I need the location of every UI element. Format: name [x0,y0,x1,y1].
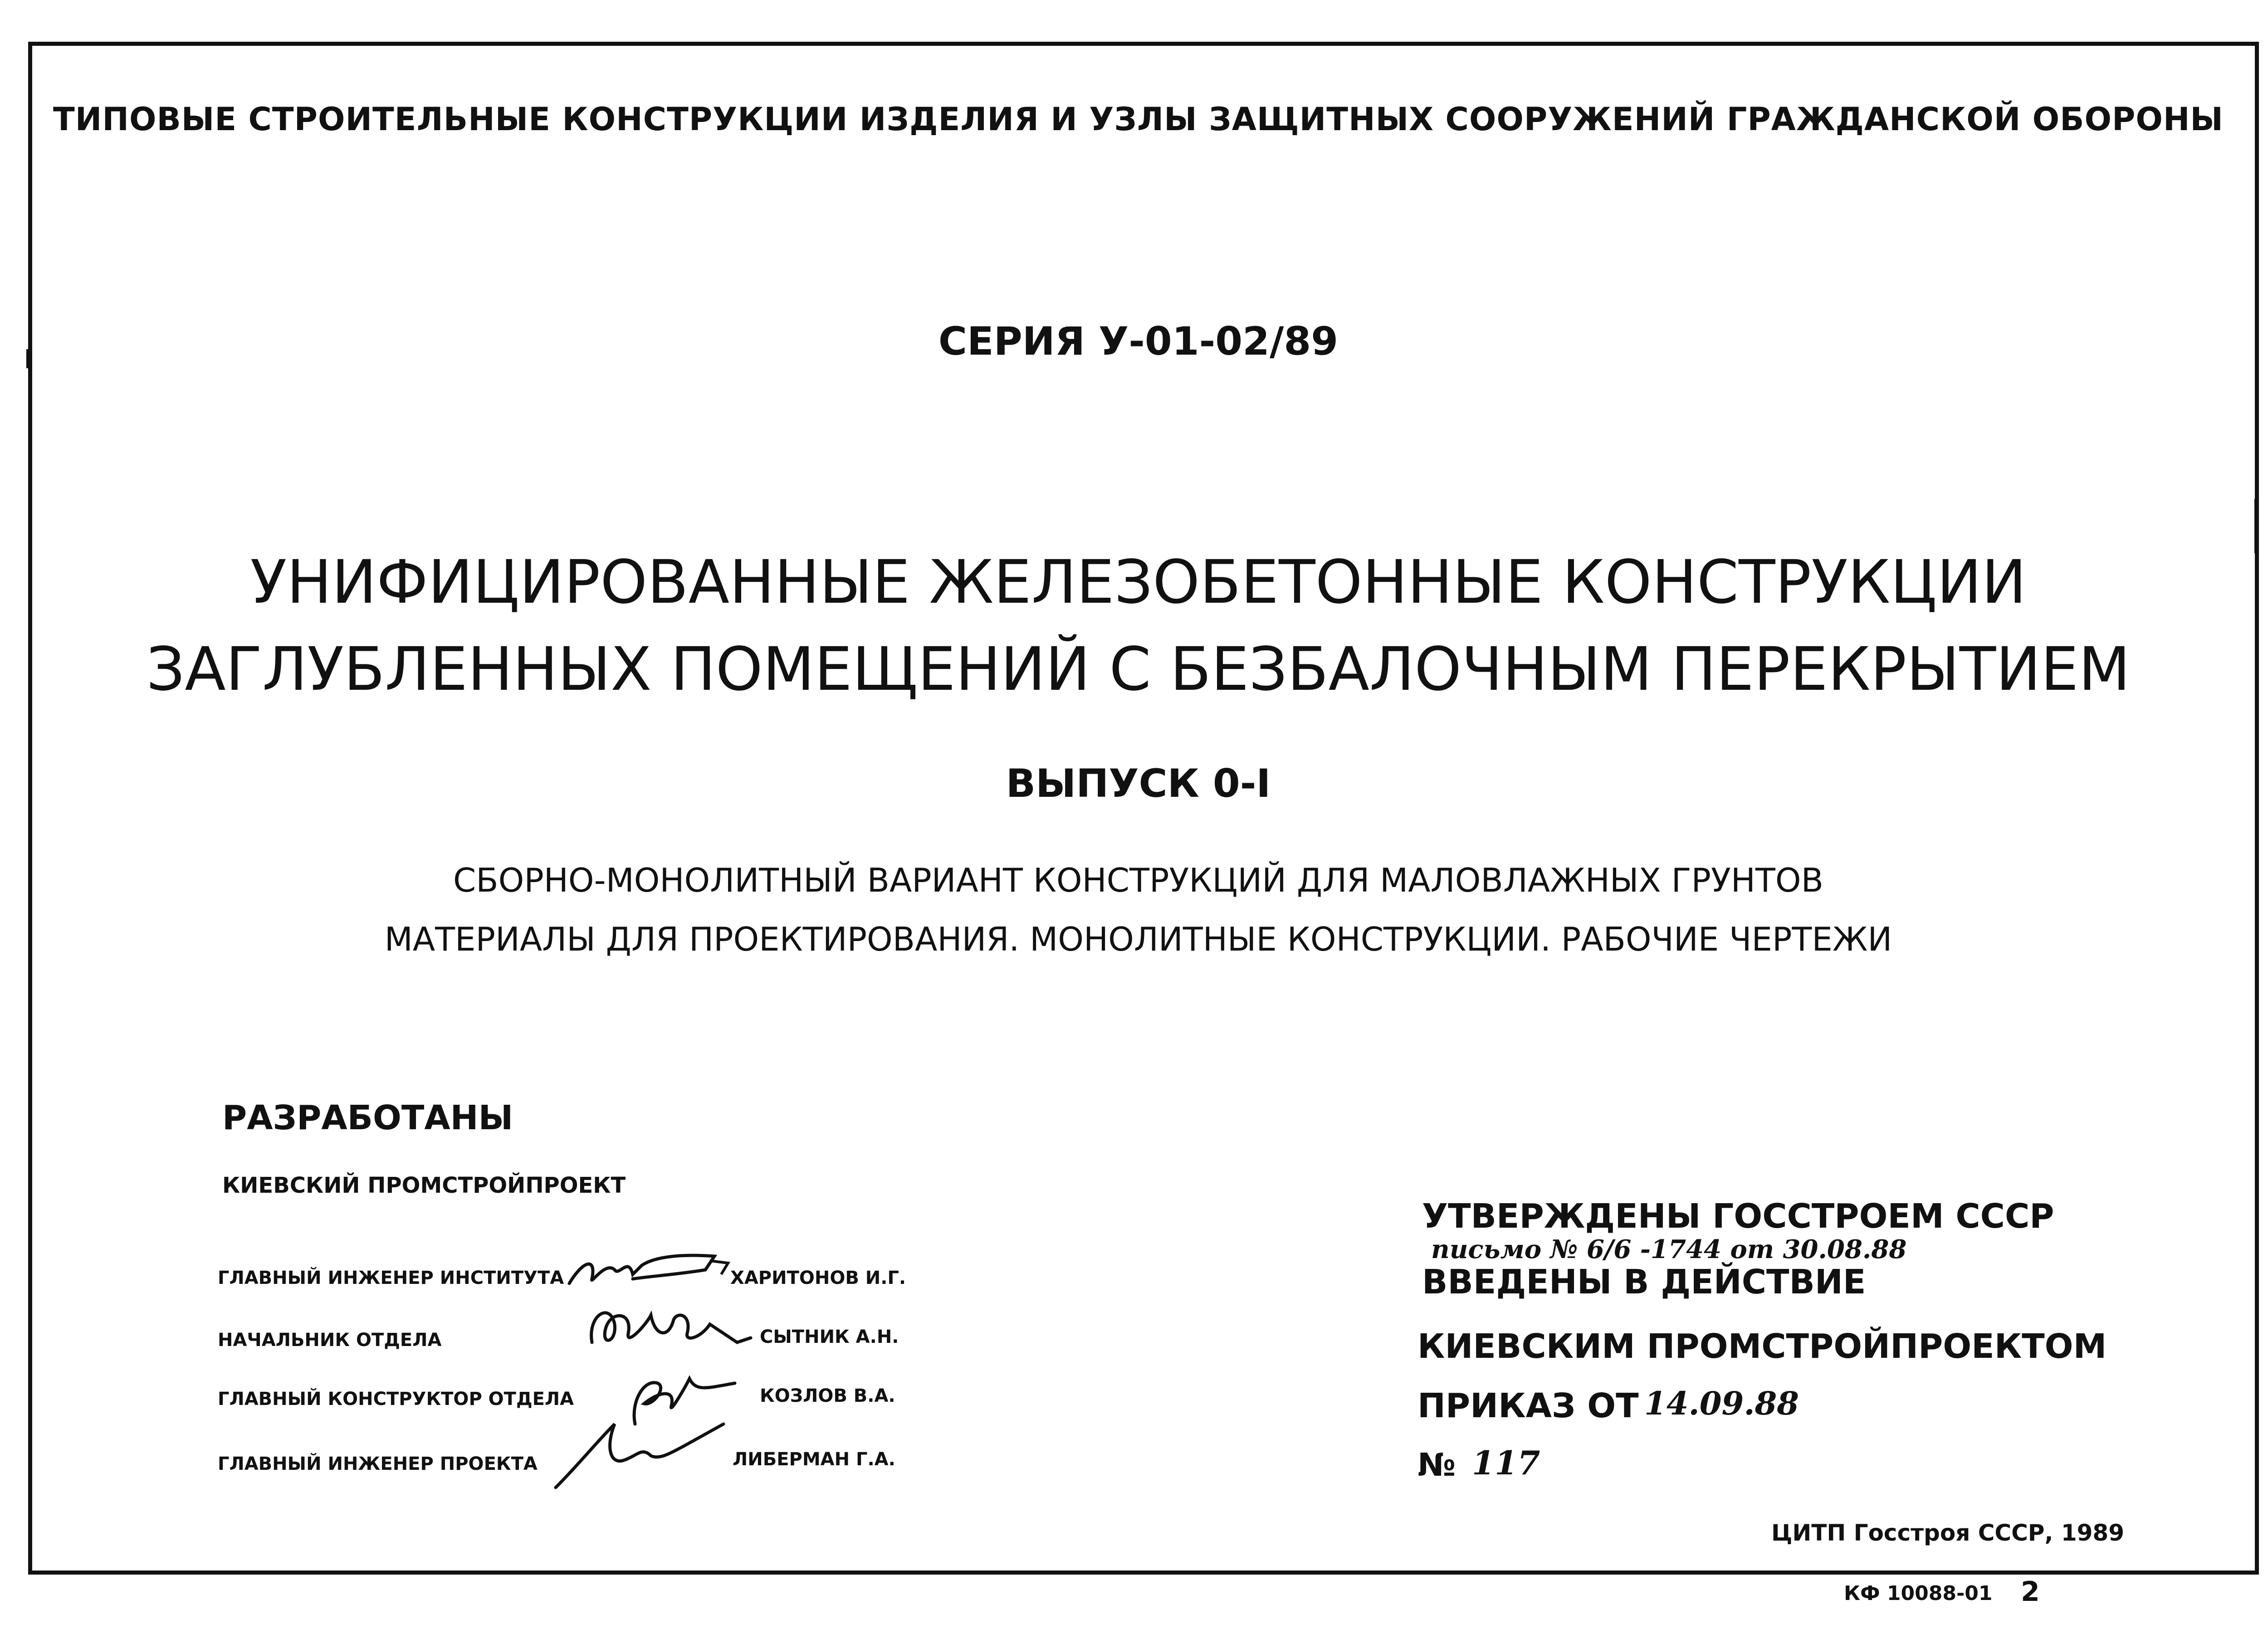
subtitle-line-2: МАТЕРИАЛЫ ДЛЯ ПРОЕКТИРОВАНИЯ. МОНОЛИТНЫЕ КОНСТРУКЦИИ. РАБОЧИЕ ЧЕРТЕЖИ [384,920,1892,958]
issue-label: ВЫПУСК 0-I [1006,761,1271,806]
series-label: СЕРИЯ У-01-02/89 [938,319,1339,364]
name-kozlov: КОЗЛОВ В.А. [760,1385,895,1406]
signature-sytnik [583,1297,755,1356]
signature-liberman [551,1415,733,1492]
approved-label: УТВЕРЖДЕНЫ ГОССТРОЕМ СССР [1422,1197,2054,1236]
order-date: 14.09.88 [1644,1385,1799,1422]
signature-kharitonov [565,1243,737,1293]
scan-mark [2254,499,2259,553]
title-line-1: УНИФИЦИРОВАННЫЕ ЖЕЛЕЗОБЕТОННЫЕ КОНСТРУКЦИИ [250,547,2027,617]
role-chief-engineer-institute: ГЛАВНЫЙ ИНЖЕНЕР ИНСТИТУТА [218,1268,564,1288]
name-liberman: ЛИБЕРМАН Г.А. [733,1449,895,1470]
top-title: ТИПОВЫЕ СТРОИТЕЛЬНЫЕ КОНСТРУКЦИИ ИЗДЕЛИЯ И УЗЛЫ ЗАЩИТНЫХ СООРУЖЕНИЙ ГРАЖДАНСКОЙ ОБОРОНЫ [53,101,2224,138]
name-sytnik: СЫТНИК А.Н. [760,1327,899,1347]
document-code: КФ 10088-01 [1844,1582,1993,1605]
subtitle-line-1: СБОРНО-МОНОЛИТНЫЙ ВАРИАНТ КОНСТРУКЦИЙ ДЛЯ МАЛОВЛАЖНЫХ ГРУНТОВ [453,861,1823,899]
developed-heading: РАЗРАБОТАНЫ [222,1098,513,1137]
page-number: 2 [2021,1576,2040,1608]
role-chief-project-engineer: ГЛАВНЫЙ ИНЖЕНЕР ПРОЕКТА [218,1454,538,1474]
organization: КИЕВСКИЙ ПРОМСТРОЙПРОЕКТ [222,1173,626,1198]
enacted-label: ВВЕДЕНЫ В ДЕЙСТВИЕ [1422,1263,1866,1302]
publisher-stamp: ЦИТП Госстроя СССР, 1989 [1771,1520,2125,1546]
order-label: ПРИКАЗ ОТ [1418,1386,1639,1425]
role-head-of-department: НАЧАЛЬНИК ОТДЕЛА [218,1330,442,1351]
role-chief-designer: ГЛАВНЫЙ КОНСТРУКТОР ОТДЕЛА [218,1389,574,1410]
enacted-by: КИЕВСКИМ ПРОМСТРОЙПРОЕКТОМ [1418,1327,2107,1366]
name-kharitonov: ХАРИТОНОВ И.Г. [730,1268,906,1288]
title-line-2: ЗАГЛУБЛЕННЫХ ПОМЕЩЕНИЙ С БЕЗБАЛОЧНЫМ ПЕРЕКРЫТИЕМ [146,634,2131,704]
number-value: 117 [1472,1444,1540,1482]
number-label: № [1418,1446,1456,1483]
approval-letter: письмо № 6/6 -1744 от 30.08.88 [1431,1234,1907,1264]
